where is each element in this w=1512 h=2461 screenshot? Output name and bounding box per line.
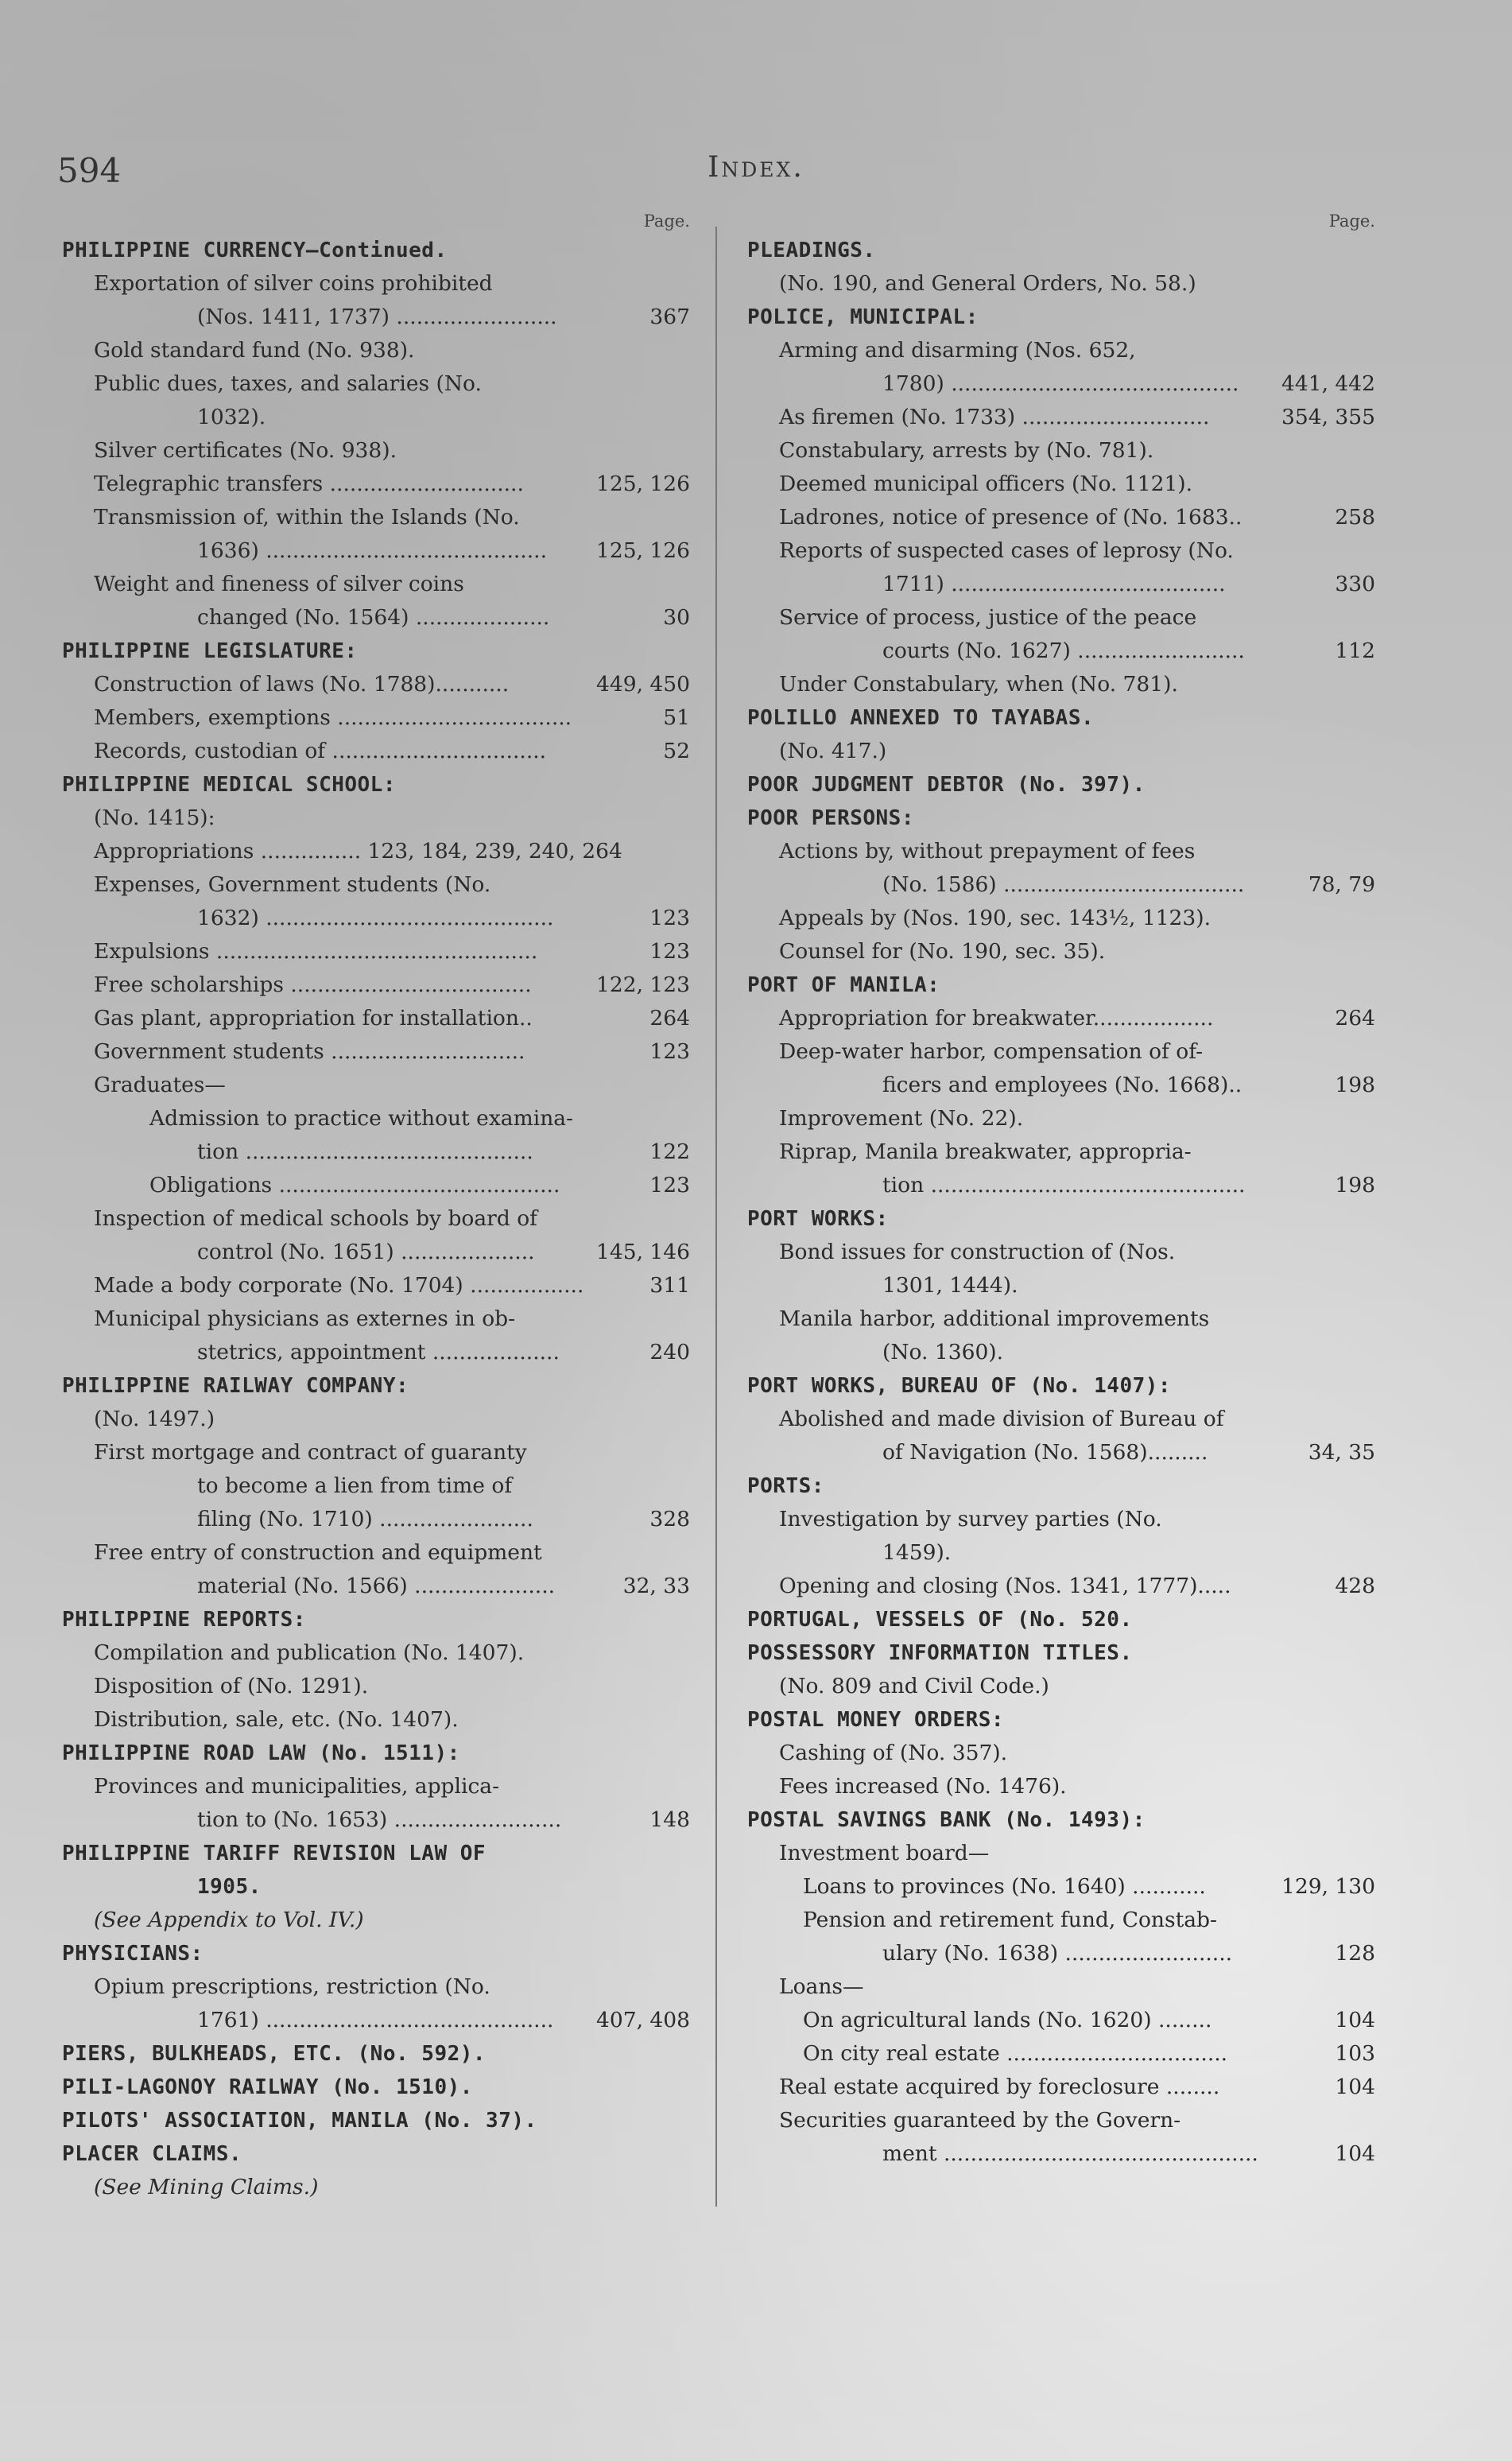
entry-text: Public dues, taxes, and salaries (No. — [94, 371, 482, 396]
index-entry — [747, 1269, 1375, 1302]
entry-text: Riprap, Manila breakwater, appropria- — [779, 1139, 1192, 1164]
index-heading — [62, 768, 690, 802]
column-divider — [715, 227, 717, 2207]
index-heading — [62, 1603, 690, 1636]
index-entry — [747, 1904, 1375, 1937]
entry-text: PORT OF MANILA: — [747, 973, 940, 997]
entry-text: Silver certificates (No. 938). — [94, 438, 397, 463]
entry-text: Compilation and publication (No. 1407). — [94, 1640, 525, 1665]
index-entry — [62, 534, 690, 568]
entry-text: (No. 1415): — [94, 805, 215, 830]
page-reference: 264 — [649, 1006, 690, 1031]
index-heading — [747, 1369, 1375, 1403]
entry-text: PHILIPPINE ROAD LAW (No. 1511): — [62, 1741, 460, 1765]
entry-text: Free entry of construction and equipment — [94, 1540, 542, 1565]
entry-text: (No. 417.) — [779, 739, 887, 763]
page-reference: 258 — [1335, 505, 1375, 530]
index-entry — [747, 334, 1375, 367]
index-entry — [747, 935, 1375, 968]
entry-text: PORT WORKS: — [747, 1207, 889, 1231]
index-entry — [747, 1135, 1375, 1169]
index-entry — [62, 735, 690, 768]
index-entry — [62, 1069, 690, 1102]
page-reference: 123 — [649, 939, 690, 964]
index-heading — [62, 234, 690, 267]
entry-text: Appeals by (Nos. 190, sec. 143½, 1123). — [779, 906, 1212, 930]
index-entry — [747, 468, 1375, 501]
entry-text: Abolished and made division of Bureau of — [779, 1407, 1224, 1431]
page-reference: 428 — [1335, 1574, 1375, 1598]
entry-text: Provinces and municipalities, applica- — [94, 1774, 500, 1799]
index-entry — [747, 1302, 1375, 1336]
index-heading — [747, 301, 1375, 334]
entry-text: Inspection of medical schools by board of — [94, 1206, 537, 1231]
index-entry — [747, 868, 1375, 902]
index-entry — [747, 534, 1375, 568]
page-reference: 30 — [663, 605, 690, 630]
entry-text: PHYSICIANS: — [62, 1942, 204, 1966]
index-entry — [62, 434, 690, 468]
index-heading — [747, 1469, 1375, 1503]
index-entry — [747, 434, 1375, 468]
index-entry — [62, 1703, 690, 1737]
index-entry — [747, 1770, 1375, 1803]
entry-text: Constabulary, arrests by (No. 781). — [779, 438, 1154, 463]
page-reference: 145, 146 — [595, 1240, 690, 1264]
entry-text: PILOTS' ASSOCIATION, MANILA (No. 37). — [62, 2109, 537, 2133]
index-entry — [62, 1436, 690, 1469]
entry-text: Arming and disarming (Nos. 652, — [779, 338, 1136, 363]
page-reference: 441, 442 — [1281, 371, 1375, 396]
index-heading — [62, 2071, 690, 2104]
entry-text: As firemen (No. 1733) ............................ — [779, 405, 1210, 429]
index-heading — [62, 2037, 690, 2071]
entry-text: Weight and fineness of silver coins — [94, 572, 464, 596]
entry-text: PIERS, BULKHEADS, ETC. (No. 592). — [62, 2042, 487, 2066]
page-reference: 125, 126 — [595, 538, 690, 563]
index-entry — [747, 835, 1375, 868]
entry-text: Expulsions ................................................ — [94, 939, 538, 964]
page-header — [0, 151, 1512, 199]
index-entry — [62, 1135, 690, 1169]
entry-text: PHILIPPINE CURRENCY—Continued. — [62, 239, 448, 262]
page-reference: 103 — [1335, 2041, 1375, 2066]
page-reference: 78, 79 — [1308, 872, 1375, 897]
entry-text: POLILLO ANNEXED TO TAYABAS. — [747, 706, 1095, 730]
left-column — [62, 208, 690, 2204]
index-entry — [747, 1002, 1375, 1035]
entry-text: On agricultural lands (No. 1620) ........ — [803, 2008, 1212, 2032]
page-reference: 240 — [649, 1340, 690, 1364]
entry-text: Loans— — [779, 1974, 864, 1999]
index-entry — [747, 1336, 1375, 1369]
index-entry — [62, 968, 690, 1002]
index-entry — [62, 367, 690, 401]
page-reference: 122 — [649, 1139, 690, 1164]
entry-text: Appropriations ............... 123, 184, 239, 240, 264 — [94, 839, 622, 864]
index-entry — [747, 1236, 1375, 1269]
entry-text: Disposition of (No. 1291). — [94, 1674, 369, 1698]
page-reference: 198 — [1335, 1173, 1375, 1198]
entry-text: 1632) ........................................... — [197, 906, 554, 930]
entry-text: tion to (No. 1653) ......................... — [197, 1807, 562, 1832]
index-heading — [747, 802, 1375, 835]
entry-text: Actions by, without prepayment of fees — [779, 839, 1196, 864]
entry-text: PHILIPPINE MEDICAL SCHOOL: — [62, 773, 396, 797]
index-heading — [747, 701, 1375, 735]
entry-text: POSSESSORY INFORMATION TITLES. — [747, 1641, 1133, 1665]
entry-text: Obligations .......................................... — [149, 1173, 560, 1198]
entry-text: Opening and closing (Nos. 1341, 1777)..... — [779, 1574, 1231, 1598]
entry-text: Opium prescriptions, restriction (No. — [94, 1974, 490, 1999]
page-reference: 104 — [1335, 2008, 1375, 2032]
index-entry — [747, 601, 1375, 635]
entry-text: Distribution, sale, etc. (No. 1407). — [94, 1707, 459, 1732]
page-reference: 328 — [649, 1507, 690, 1531]
entry-text: Transmission of, within the Islands (No. — [94, 505, 520, 530]
entry-text: (See Mining Claims.) — [94, 2175, 319, 2199]
page-number: 594 — [57, 151, 122, 190]
entry-text: filing (No. 1710) ....................... — [197, 1507, 533, 1531]
page-reference: 34, 35 — [1308, 1440, 1375, 1465]
index-entry — [62, 1202, 690, 1236]
entry-text: PILI-LAGONOY RAILWAY (No. 1510). — [62, 2075, 473, 2099]
entry-text: PHILIPPINE LEGISLATURE: — [62, 639, 358, 663]
entry-text: Admission to practice without examina- — [149, 1106, 574, 1131]
entry-text: 1905. — [197, 1875, 262, 1899]
page-reference: 354, 355 — [1281, 405, 1375, 429]
index-entry — [62, 2171, 690, 2204]
index-heading — [747, 1636, 1375, 1670]
index-entry — [62, 568, 690, 601]
index-entry — [747, 1737, 1375, 1770]
index-entry — [62, 334, 690, 367]
index-entry — [747, 1102, 1375, 1135]
index-entry — [62, 902, 690, 935]
entry-text: Made a body corporate (No. 1704) ................. — [94, 1273, 584, 1298]
index-entry — [62, 1035, 690, 1069]
entry-text: stetrics, appointment ................... — [197, 1340, 560, 1364]
index-entry — [62, 1469, 690, 1503]
entry-text: On city real estate ................................. — [803, 2041, 1228, 2066]
index-entry — [747, 1069, 1375, 1102]
index-entry — [62, 1002, 690, 1035]
index-heading — [747, 1202, 1375, 1236]
index-entry — [747, 1436, 1375, 1469]
index-heading — [62, 1870, 690, 1904]
index-entry — [747, 1403, 1375, 1436]
entry-text: Expenses, Government students (No. — [94, 872, 491, 897]
index-heading — [747, 768, 1375, 802]
entry-text: PHILIPPINE REPORTS: — [62, 1608, 306, 1632]
entry-text: Under Constabulary, when (No. 781). — [779, 672, 1178, 697]
entry-text: (Nos. 1411, 1737) ........................ — [197, 305, 557, 329]
page-reference: 129, 130 — [1281, 1874, 1375, 1899]
index-entry — [62, 1403, 690, 1436]
entry-text: of Navigation (No. 1568)......... — [882, 1440, 1208, 1465]
entry-text: Ladrones, notice of presence of (No. 1683.. — [779, 505, 1243, 530]
page-reference: 122, 123 — [595, 972, 690, 997]
page-reference: 311 — [649, 1273, 690, 1298]
entry-text: Exportation of silver coins prohibited — [94, 271, 493, 296]
index-entry — [747, 2071, 1375, 2104]
index-entry — [62, 802, 690, 835]
entry-text: PHILIPPINE RAILWAY COMPANY: — [62, 1374, 409, 1398]
index-heading — [62, 1837, 690, 1870]
index-heading — [62, 2104, 690, 2137]
entry-text: courts (No. 1627) ......................... — [882, 639, 1245, 663]
index-entry — [62, 1102, 690, 1135]
entry-text: ulary (No. 1638) ......................... — [882, 1941, 1233, 1966]
index-entry — [747, 1169, 1375, 1202]
entry-text: Manila harbor, additional improvements — [779, 1306, 1210, 1331]
entry-text: Loans to provinces (No. 1640) ........... — [803, 1874, 1206, 1899]
entry-text: POOR JUDGMENT DEBTOR (No. 397). — [747, 773, 1146, 797]
entry-text: (No. 1497.) — [94, 1407, 215, 1431]
index-entry — [747, 2137, 1375, 2171]
entry-text: Municipal physicians as externes in ob- — [94, 1306, 516, 1331]
entry-text: (See Appendix to Vol. IV.) — [94, 1908, 364, 1932]
entry-text: 1761) ........................................... — [197, 2008, 554, 2032]
index-entry — [62, 1570, 690, 1603]
entry-text: control (No. 1651) .................... — [197, 1240, 535, 1264]
index-heading — [62, 1737, 690, 1770]
entry-text: PLACER CLAIMS. — [62, 2142, 242, 2166]
index-entry — [62, 267, 690, 301]
entry-text: POLICE, MUNICIPAL: — [747, 305, 979, 329]
right-column — [747, 208, 1375, 2171]
right-entries — [747, 234, 1375, 2171]
page-reference: 198 — [1335, 1073, 1375, 1097]
index-entry — [62, 868, 690, 902]
entry-text: changed (No. 1564) .................... — [197, 605, 550, 630]
index-entry — [747, 668, 1375, 701]
entry-text: Graduates— — [94, 1073, 226, 1097]
index-entry — [747, 267, 1375, 301]
entry-text: Free scholarships .................................... — [94, 972, 532, 997]
entry-text: (No. 809 and Civil Code.) — [779, 1674, 1049, 1698]
entry-text: tion ........................................... — [197, 1139, 533, 1164]
entry-text: (No. 1586) .................................... — [882, 872, 1245, 897]
index-entry — [747, 2004, 1375, 2037]
entry-text: PORTUGAL, VESSELS OF (No. 520. — [747, 1608, 1133, 1632]
page-reference: 330 — [1335, 572, 1375, 596]
index-entry — [62, 701, 690, 735]
left-entries — [62, 234, 690, 2204]
entry-text: Telegraphic transfers ............................. — [94, 472, 524, 496]
page-reference: 123 — [649, 1039, 690, 1064]
entry-text: First mortgage and contract of guaranty — [94, 1440, 527, 1465]
entry-text: Bond issues for construction of (Nos. — [779, 1240, 1176, 1264]
index-entry — [62, 935, 690, 968]
index-entry — [747, 501, 1375, 534]
entry-text: Deemed municipal officers (No. 1121). — [779, 472, 1193, 496]
page-reference: 264 — [1335, 1006, 1375, 1031]
entry-text: material (No. 1566) ..................... — [197, 1574, 556, 1598]
index-entry — [62, 1236, 690, 1269]
index-heading — [62, 1369, 690, 1403]
index-heading — [62, 635, 690, 668]
entry-text: to become a lien from time of — [197, 1473, 513, 1498]
entry-text: Deep-water harbor, compensation of of- — [779, 1039, 1204, 1064]
index-entry — [747, 2037, 1375, 2071]
entry-text: 1459). — [882, 1540, 952, 1565]
entry-text: Government students ............................. — [94, 1039, 525, 1064]
index-entry — [62, 1904, 690, 1937]
index-entry — [747, 1503, 1375, 1536]
index-heading — [747, 1703, 1375, 1737]
index-heading — [747, 1603, 1375, 1636]
entry-text: (No. 1360). — [882, 1340, 1004, 1364]
index-entry — [747, 1670, 1375, 1703]
entry-text: Reports of suspected cases of leprosy (No. — [779, 538, 1234, 563]
index-entry — [747, 902, 1375, 935]
entry-text: POOR PERSONS: — [747, 806, 914, 830]
entry-text: ment ............................................... — [882, 2141, 1258, 2166]
index-entry — [62, 1803, 690, 1837]
index-entry — [62, 1336, 690, 1369]
index-entry — [747, 1870, 1375, 1904]
index-entry — [62, 1670, 690, 1703]
page-reference: 407, 408 — [595, 2008, 690, 2032]
page-reference: 32, 33 — [622, 1574, 690, 1598]
entry-text: Investigation by survey parties (No. — [779, 1507, 1162, 1531]
entry-text: 1301, 1444). — [882, 1273, 1018, 1298]
index-entry — [747, 568, 1375, 601]
page-column-label: Page. — [643, 212, 690, 231]
page-reference: 104 — [1335, 2141, 1375, 2166]
index-entry — [62, 401, 690, 434]
page-reference: 148 — [649, 1807, 690, 1832]
entry-text: Securities guaranteed by the Govern- — [779, 2108, 1181, 2133]
index-entry — [62, 1536, 690, 1570]
index-entry — [62, 2004, 690, 2037]
page-reference: 123 — [649, 1173, 690, 1198]
index-entry — [62, 835, 690, 868]
index-entry — [747, 367, 1375, 401]
entry-text: Improvement (No. 22). — [779, 1106, 1024, 1131]
index-entry — [747, 635, 1375, 668]
entry-text: Members, exemptions ................................... — [94, 705, 572, 730]
index-entry — [62, 1970, 690, 2004]
entry-text: Construction of laws (No. 1788)........... — [94, 672, 510, 697]
index-entry — [62, 1269, 690, 1302]
index-entry — [747, 2104, 1375, 2137]
index-entry — [62, 1302, 690, 1336]
entry-text: ficers and employees (No. 1668).. — [882, 1073, 1243, 1097]
page-column-label: Page. — [1328, 212, 1375, 231]
index-heading — [62, 2137, 690, 2171]
index-entry — [62, 601, 690, 635]
index-heading — [62, 1937, 690, 1970]
entry-text: 1032). — [197, 405, 266, 429]
page-reference: 367 — [649, 305, 690, 329]
page-reference: 125, 126 — [595, 472, 690, 496]
index-entry — [747, 401, 1375, 434]
page-reference: 104 — [1335, 2075, 1375, 2099]
entry-text: 1711) ......................................... — [882, 572, 1226, 596]
index-entry — [62, 1636, 690, 1670]
index-entry — [62, 1169, 690, 1202]
entry-text: Gold standard fund (No. 938). — [94, 338, 415, 363]
entry-text: Real estate acquired by foreclosure ........ — [779, 2075, 1220, 2099]
entry-text: PORTS: — [747, 1474, 824, 1498]
entry-text: Service of process, justice of the peace — [779, 605, 1197, 630]
entry-text: Records, custodian of ................................ — [94, 739, 547, 763]
entry-text: Counsel for (No. 190, sec. 35). — [779, 939, 1106, 964]
entry-text: POSTAL SAVINGS BANK (No. 1493): — [747, 1808, 1146, 1832]
entry-text: Pension and retirement fund, Constab- — [803, 1908, 1217, 1932]
page-reference: 128 — [1335, 1941, 1375, 1966]
index-entry — [747, 1035, 1375, 1069]
index-heading — [747, 1803, 1375, 1837]
entry-text: Gas plant, appropriation for installation.. — [94, 1006, 533, 1031]
index-heading — [747, 968, 1375, 1002]
entry-text: 1636) .......................................... — [197, 538, 547, 563]
index-entry — [62, 1770, 690, 1803]
entry-text: PLEADINGS. — [747, 239, 876, 262]
index-entry — [62, 501, 690, 534]
index-entry — [62, 668, 690, 701]
page-reference: 123 — [649, 906, 690, 930]
entry-text: 1780) ........................................... — [882, 371, 1239, 396]
index-entry — [62, 1503, 690, 1536]
index-heading — [747, 234, 1375, 267]
entry-text: Appropriation for breakwater.................. — [779, 1006, 1214, 1031]
index-entry — [747, 1970, 1375, 2004]
page-reference: 112 — [1335, 639, 1375, 663]
index-entry — [747, 1570, 1375, 1603]
entry-text: PHILIPPINE TARIFF REVISION LAW OF — [62, 1842, 487, 1865]
running-title: Index. — [708, 151, 804, 184]
entry-text: tion ............................................... — [882, 1173, 1246, 1198]
entry-text: PORT WORKS, BUREAU OF (No. 1407): — [747, 1374, 1172, 1398]
index-entry — [747, 735, 1375, 768]
entry-text: Fees increased (No. 1476). — [779, 1774, 1067, 1799]
index-entry — [747, 1937, 1375, 1970]
index-entry — [62, 468, 690, 501]
index-entry — [62, 301, 690, 334]
index-entry — [747, 1536, 1375, 1570]
entry-text: Cashing of (No. 357). — [779, 1741, 1008, 1765]
entry-text: Investment board— — [779, 1841, 990, 1865]
page-reference: 51 — [663, 705, 690, 730]
page-reference: 52 — [663, 739, 690, 763]
entry-text: POSTAL MONEY ORDERS: — [747, 1708, 1005, 1732]
index-entry — [747, 1837, 1375, 1870]
page-reference: 449, 450 — [595, 672, 690, 697]
entry-text: (No. 190, and General Orders, No. 58.) — [779, 271, 1196, 296]
